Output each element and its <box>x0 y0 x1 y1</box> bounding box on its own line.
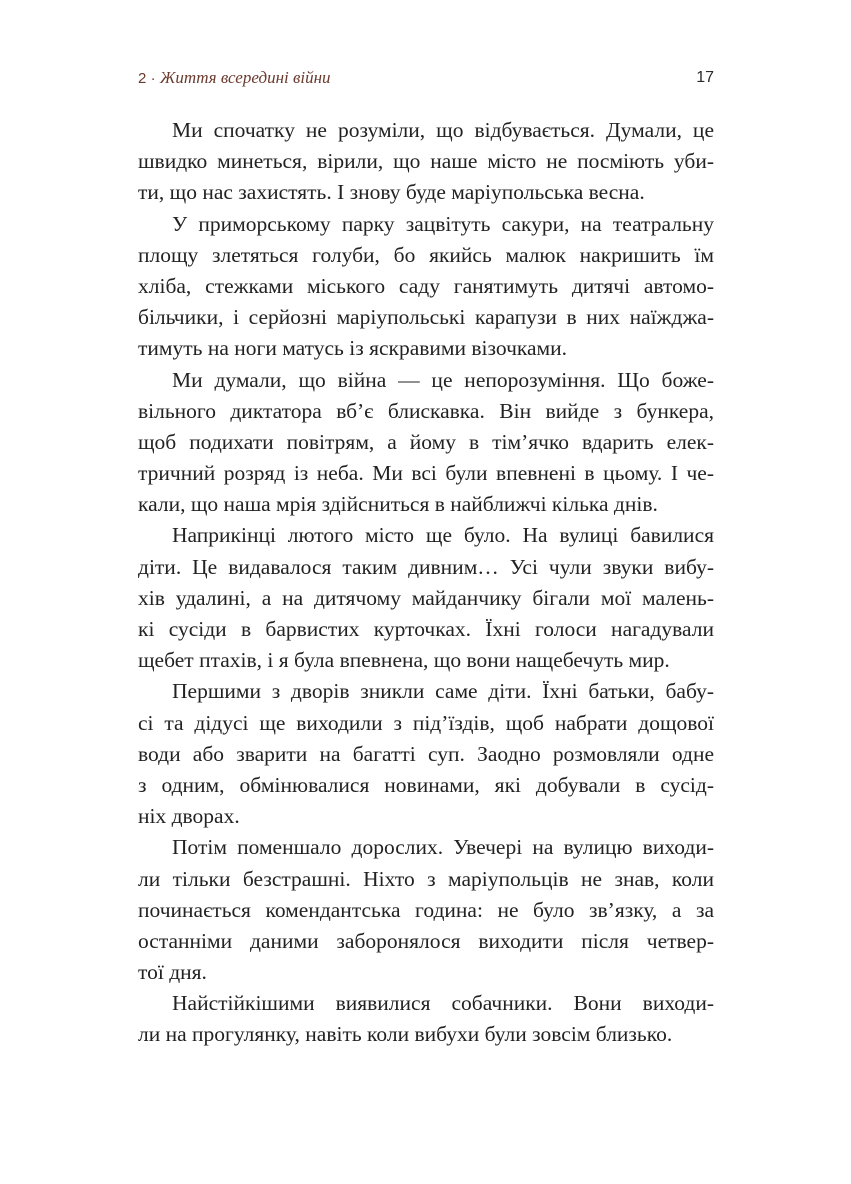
text-line: кі сусіди в барвистих курточках. Їхні голоси нагадували <box>138 617 714 641</box>
paragraph <box>138 115 714 209</box>
text-line: Першими з дворів зникли саме діти. Їхні батьки, бабу- <box>172 679 714 704</box>
text-line: швидко минеться, вірили, що наше місто не посміють уби- <box>138 149 714 174</box>
text-line: сі та дідусі ще виходили з під’їздів, щоб набрати дощової <box>138 710 714 735</box>
text-line: ли тільки безстрашні. Ніхто з маріупольців не знав, коли <box>138 866 714 891</box>
text-line: ли на прогулянку, навіть коли вибухи були зовсім близько. <box>138 1022 673 1047</box>
text-line: Ми думали, що війна — це непорозуміння. Що боже- <box>172 367 714 392</box>
text-line: діти. Це видавалося таким дивним… Усі чули звуки вибу- <box>138 554 714 579</box>
text-line: води або зварити на багатті суп. Заодно розмовляли одне <box>138 741 714 766</box>
text-line: останніми даними заборонялося виходити після четвер- <box>138 928 714 953</box>
text-line: починається комендантська година: не було зв’язку, а за <box>138 897 714 922</box>
paragraph <box>138 209 714 365</box>
text-line: ніх дворах. <box>138 804 240 829</box>
paragraph <box>138 676 714 832</box>
text-line: площу злетяться голуби, бо якийсь малюк накришить їм <box>138 242 714 267</box>
chapter-title: Життя всередині війни <box>159 68 331 87</box>
text-line: Наприкінці лютого місто ще було. На вулиці бавилися <box>172 523 714 548</box>
text-line: з одним, обмінювалися новинами, які добували в сусід- <box>138 772 714 797</box>
text-line: Найстійкішими виявилися собачники. Вони виходи- <box>172 991 714 1016</box>
text-line: кали, що наша мрія здійсниться в найближчі кілька днів. <box>138 492 658 517</box>
text-line: тричний розряд із неба. Ми всі були впевнені в цьому. І че- <box>138 461 714 486</box>
chapter-heading <box>138 68 331 88</box>
paragraph <box>138 520 714 676</box>
body-text <box>138 115 714 1051</box>
paragraph <box>138 988 714 1050</box>
text-line: хліба, стежками міського саду ганятимуть дитячі автомо- <box>138 273 714 298</box>
text-line: тимуть на ноги матусь із яскравими візочками. <box>138 336 568 361</box>
running-head <box>138 66 714 90</box>
separator: · <box>150 70 156 87</box>
text-line: Потім поменшало дорослих. Увечері на вулицю виходи- <box>172 835 714 860</box>
text-line: більчики, і серйозні маріупольські карапузи в них наїжджа- <box>138 305 714 330</box>
text-line: щоб подихати повітрям, а йому в тім’ячко вдарить елек- <box>138 429 714 454</box>
text-line: тої дня. <box>138 960 207 985</box>
paragraph <box>138 832 714 988</box>
text-line: вільного диктатора вб’є блискавка. Він вийде з бункера, <box>138 398 714 423</box>
paragraph <box>138 365 714 521</box>
chapter-number: 2 <box>138 70 147 87</box>
text-line: щебет птахів, і я була впевнена, що вони нащебечуть мир. <box>138 648 670 673</box>
text-line: хів удалині, а на дитячому майданчику бігали мої малень- <box>138 585 714 610</box>
text-line: У приморському парку зацвітуть сакури, на театральну <box>172 211 714 236</box>
text-line: ти, що нас захистять. І знову буде маріупольська весна. <box>138 180 645 205</box>
text-line: Ми спочатку не розуміли, що відбувається. Думали, це <box>172 118 714 142</box>
page-number: 17 <box>696 69 714 86</box>
